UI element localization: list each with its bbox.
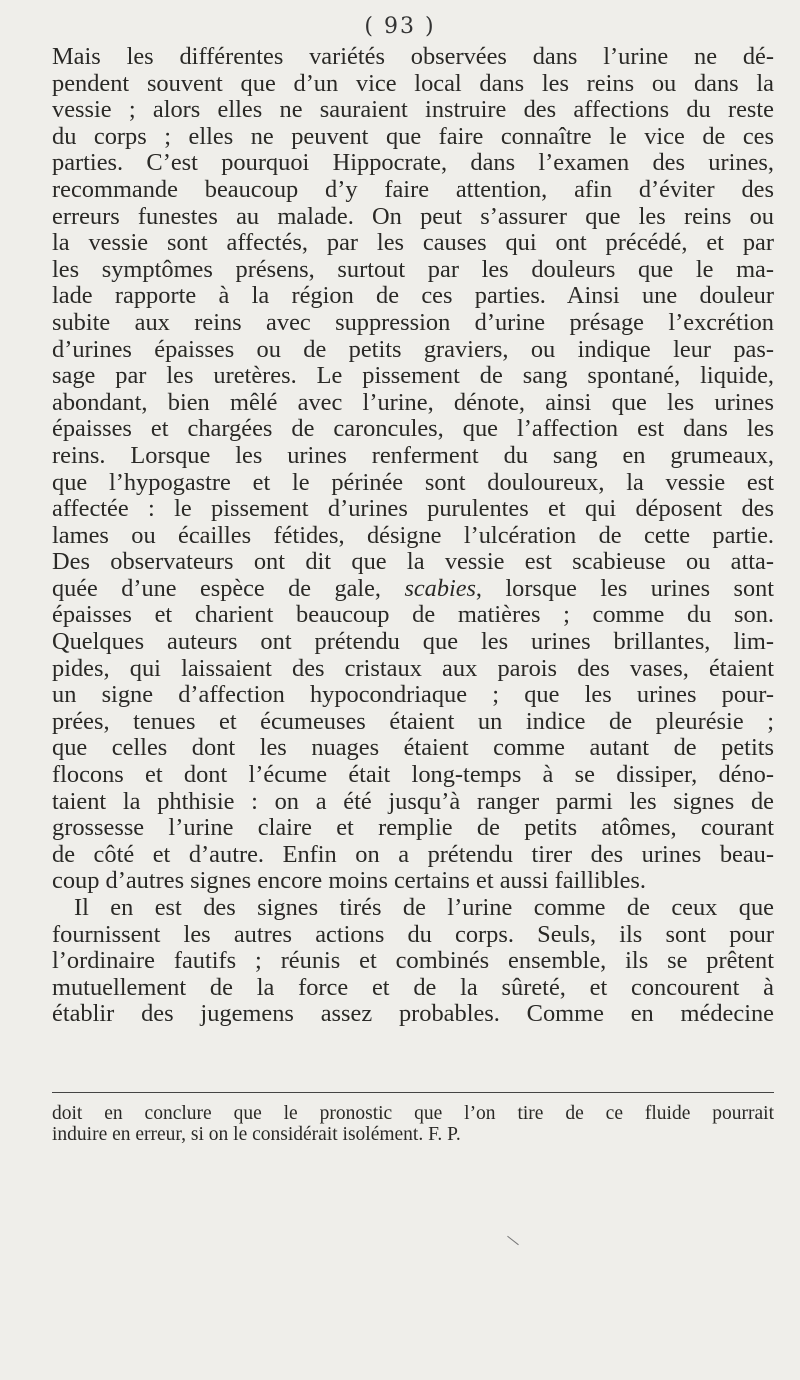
text-line: prées, tenues et écumeuses étaient un indice de pleurésie ; (52, 707, 774, 735)
text-line-with-italic (52, 576, 774, 603)
text-line: Quelques auteurs ont prétendu que les urines brillantes, lim- (52, 628, 774, 656)
text-line: fournissent les autres actions du corps. Seuls, ils sont pour (52, 920, 774, 948)
main-text-block (52, 44, 774, 1028)
text-line: l’ordinaire fautifs ; réunis et combinés ensemble, ils se prêtent (52, 947, 774, 975)
footnote-line: doit en conclure que le pronostic que l’on tire de ce fluide pourrait (52, 1103, 774, 1124)
text-line: Des observateurs ont dit que la vessie est scabieuse ou atta- (52, 548, 774, 576)
footnote-block (52, 1103, 774, 1145)
text-line: coup d’autres signes encore moins certains et aussi faillibles. (52, 867, 647, 895)
stray-ink-mark (507, 1236, 519, 1245)
text-line: lames ou écailles fétides, désigne l’ulcération de cette partie. (52, 521, 774, 549)
text-line: que l’hypogastre et le périnée sont douloureux, la vessie est (52, 468, 774, 496)
text-line: recommande beaucoup d’y faire attention, afin d’éviter des (52, 175, 774, 203)
text-line: pides, qui laissaient des cristaux aux parois des vases, étaient (52, 654, 774, 682)
text-line: pendent souvent que d’un vice local dans les reins ou dans la (52, 69, 774, 97)
footnote-divider (52, 1092, 774, 1093)
italic-term-scabies: scabies (404, 574, 476, 602)
text-line: la vessie sont affectés, par les causes qui ont précédé, et par (52, 229, 774, 257)
text-line: les symptômes présens, surtout par les douleurs que le ma- (52, 255, 774, 283)
text-line: que celles dont les nuages étaient comme autant de petits (52, 734, 774, 762)
text-line: un signe d’affection hypocondriaque ; que les urines pour- (52, 681, 774, 709)
text-line: épaisses et charient beaucoup de matières ; comme du son. (52, 601, 774, 629)
text-line: épaisses et chargées de caroncules, que l’affection est dans les (52, 415, 774, 443)
text-line: affectée : le pissement d’urines purulentes et qui déposent des (52, 495, 774, 523)
text-line: établir des jugemens assez probables. Comme en médecine (52, 1000, 774, 1028)
footnote-line: induire en erreur, si on le considérait isolément. F. P. (52, 1124, 461, 1145)
text-line: subite aux reins avec suppression d’urine présage l’excrétion (52, 308, 774, 336)
text-line: abondant, bien mêlé avec l’urine, dénote, ainsi que les urines (52, 388, 774, 416)
text-line: vessie ; alors elles ne sauraient instruire des affections du reste (52, 96, 774, 124)
page-number: ( 93 ) (364, 14, 436, 39)
text-line: flocons et dont l’écume était long-temps à se dissiper, déno- (52, 761, 774, 789)
text-line: grossesse l’urine claire et remplie de petits atômes, courant (52, 814, 774, 842)
text-line: Mais les différentes variétés observées dans l’urine ne dé- (52, 43, 774, 70)
text-segment: , lorsque les urines sont (475, 574, 774, 602)
text-line: reins. Lorsque les urines renferment du sang en grumeaux, (52, 441, 774, 469)
paragraph-start-line: Il en est des signes tirés de l’urine comme de ceux que (74, 894, 774, 921)
text-line: sage par les uretères. Le pissement de sang spontané, liquide, (52, 362, 774, 390)
text-line: erreurs funestes au malade. On peut s’assurer que les reins ou (52, 202, 774, 230)
text-line: lade rapporte à la région de ces parties. Ainsi une douleur (52, 282, 774, 310)
text-line: d’urines épaisses ou de petits graviers, ou indique leur pas- (52, 335, 774, 363)
text-line: de côté et d’autre. Enfin on a prétendu tirer des urines beau- (52, 840, 774, 868)
text-line: taient la phthisie : on a été jusqu’à ranger parmi les signes de (52, 787, 774, 815)
text-line: mutuellement de la force et de la sûreté, et concourent à (52, 973, 774, 1001)
text-segment: quée d’une espèce de gale, (52, 574, 381, 602)
text-line: parties. C’est pourquoi Hippocrate, dans l’examen des urines, (52, 149, 774, 177)
text-line: du corps ; elles ne peuvent que faire connaître le vice de ces (52, 122, 774, 150)
